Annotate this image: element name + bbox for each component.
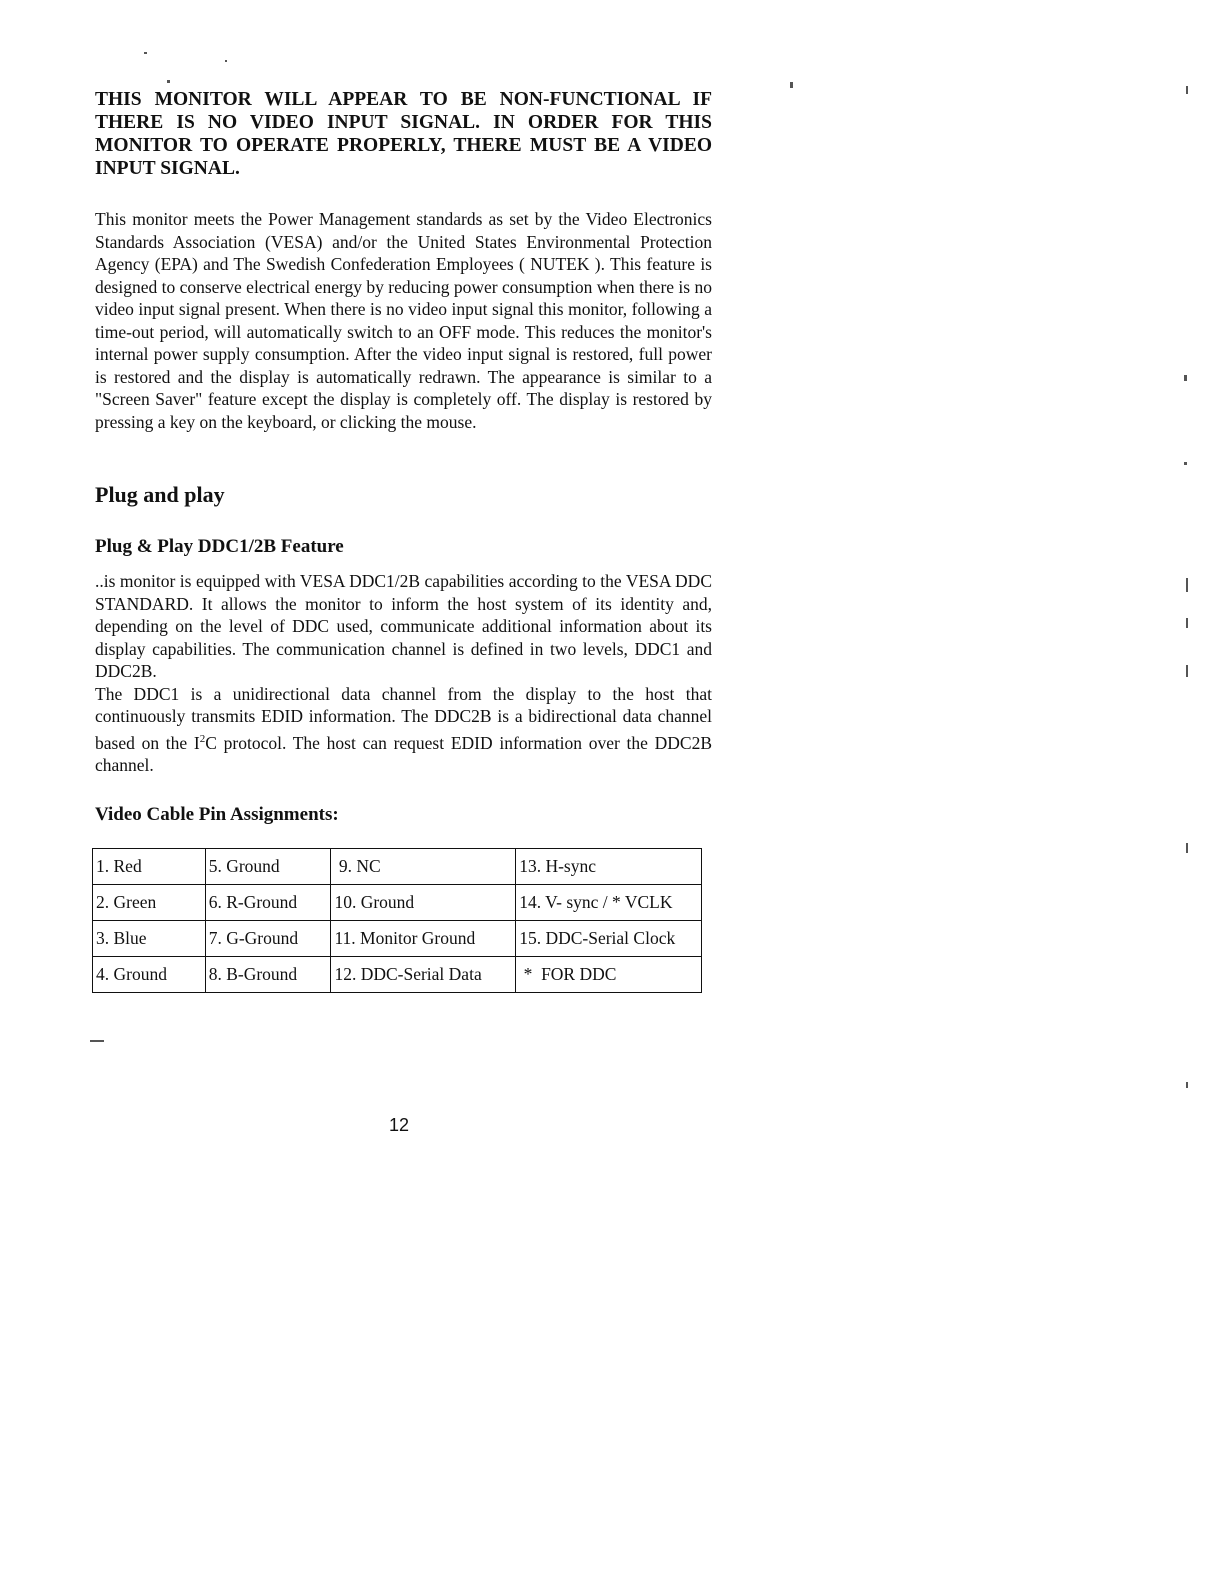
table-row [93, 957, 702, 993]
table-row [93, 849, 702, 885]
scan-speck [1186, 578, 1188, 592]
table-cell: 3. Blue [93, 921, 206, 957]
scan-speck [1184, 462, 1187, 465]
table-row [93, 885, 702, 921]
scan-speck [1186, 1082, 1188, 1088]
section-title: Plug and play [95, 482, 225, 507]
scan-speck [1184, 375, 1187, 381]
ddc-paragraph-2-after: C protocol. The host can request EDID information over the DDC2B channel. [95, 732, 712, 775]
scan-speck [225, 60, 227, 62]
pin-assignment-table [92, 848, 702, 993]
scan-speck [790, 82, 793, 88]
scan-speck [1186, 618, 1188, 628]
table-cell: 12. DDC-Serial Data [331, 957, 516, 993]
power-management-paragraph: This monitor meets the Power Management standards as set by the Video Electronics Standards Association (VESA) and/or the United States Environmental Protection Agency (EPA) and The Swedish Confederation Employees ( NUTEK ). This feature is designed to conserve electrical energy by reducing power consumption when there is no video input signal present. When there is no video input signal this monitor, following a time-out period, will automatically switch to an OFF mode. This reduces the monitor's internal power supply consumption. After the video input signal is restored, full power is restored and the display is automatically redrawn. The appearance is similar to a "Screen Saver" feature except the display is completely off. The display is restored by pressing a key on the keyboard, or clicking the mouse. [95, 209, 712, 432]
table-cell: 4. Ground [93, 957, 206, 993]
page-number: 12 [389, 1115, 410, 1135]
table-cell: * FOR DDC [516, 957, 702, 993]
ddc-paragraph-2 [95, 683, 712, 777]
pin-table-title: Video Cable Pin Assignments: [95, 804, 339, 826]
ddc-paragraph-1: ..is monitor is equipped with VESA DDC1/2B capabilities according to the VESA DDC STANDARD. It allows the monitor to inform the host system of its identity and, depending on the level of DDC used, communicate additional information about its display capabilities. The communication channel is defined in two levels, DDC1 and DDC2B. [95, 571, 712, 681]
scan-speck [1186, 665, 1188, 677]
table-cell: 2. Green [93, 885, 206, 921]
table-cell: 15. DDC-Serial Clock [516, 921, 702, 957]
table-cell: 1. Red [93, 849, 206, 885]
scan-speck [1186, 843, 1188, 853]
table-cell: 8. B-Ground [205, 957, 331, 993]
scan-speck [167, 80, 170, 83]
page-content [95, 88, 712, 993]
table-cell: 13. H-sync [516, 849, 702, 885]
table-cell: 6. R-Ground [205, 885, 331, 921]
subsection-title: Plug & Play DDC1/2B Feature [95, 536, 344, 557]
scan-speck [1186, 86, 1188, 94]
table-cell: 10. Ground [331, 885, 516, 921]
table-row [93, 921, 702, 957]
scan-speck [90, 1040, 104, 1042]
table-cell: 7. G-Ground [205, 921, 331, 957]
table-cell: 9. NC [331, 849, 516, 885]
table-cell: 11. Monitor Ground [331, 921, 516, 957]
warning-notice: THIS MONITOR WILL APPEAR TO BE NON-FUNCTIONAL IF THERE IS NO VIDEO INPUT SIGNAL. IN ORDER FOR THIS MONITOR TO OPERATE PROPERLY, THERE MUST BE A VIDEO INPUT SIGNAL. [95, 89, 712, 179]
ddc-paragraph-2-before: The DDC1 is a unidirectional data channel from the display to the host that continuously transmits EDID information. The DDC2B is a bidirectional data channel based on the I [95, 683, 712, 753]
table-cell: 14. V- sync / * VCLK [516, 885, 702, 921]
scan-speck [144, 52, 147, 54]
ddc-paragraph-2-superscript: 2 [199, 732, 206, 745]
table-cell: 5. Ground [205, 849, 331, 885]
